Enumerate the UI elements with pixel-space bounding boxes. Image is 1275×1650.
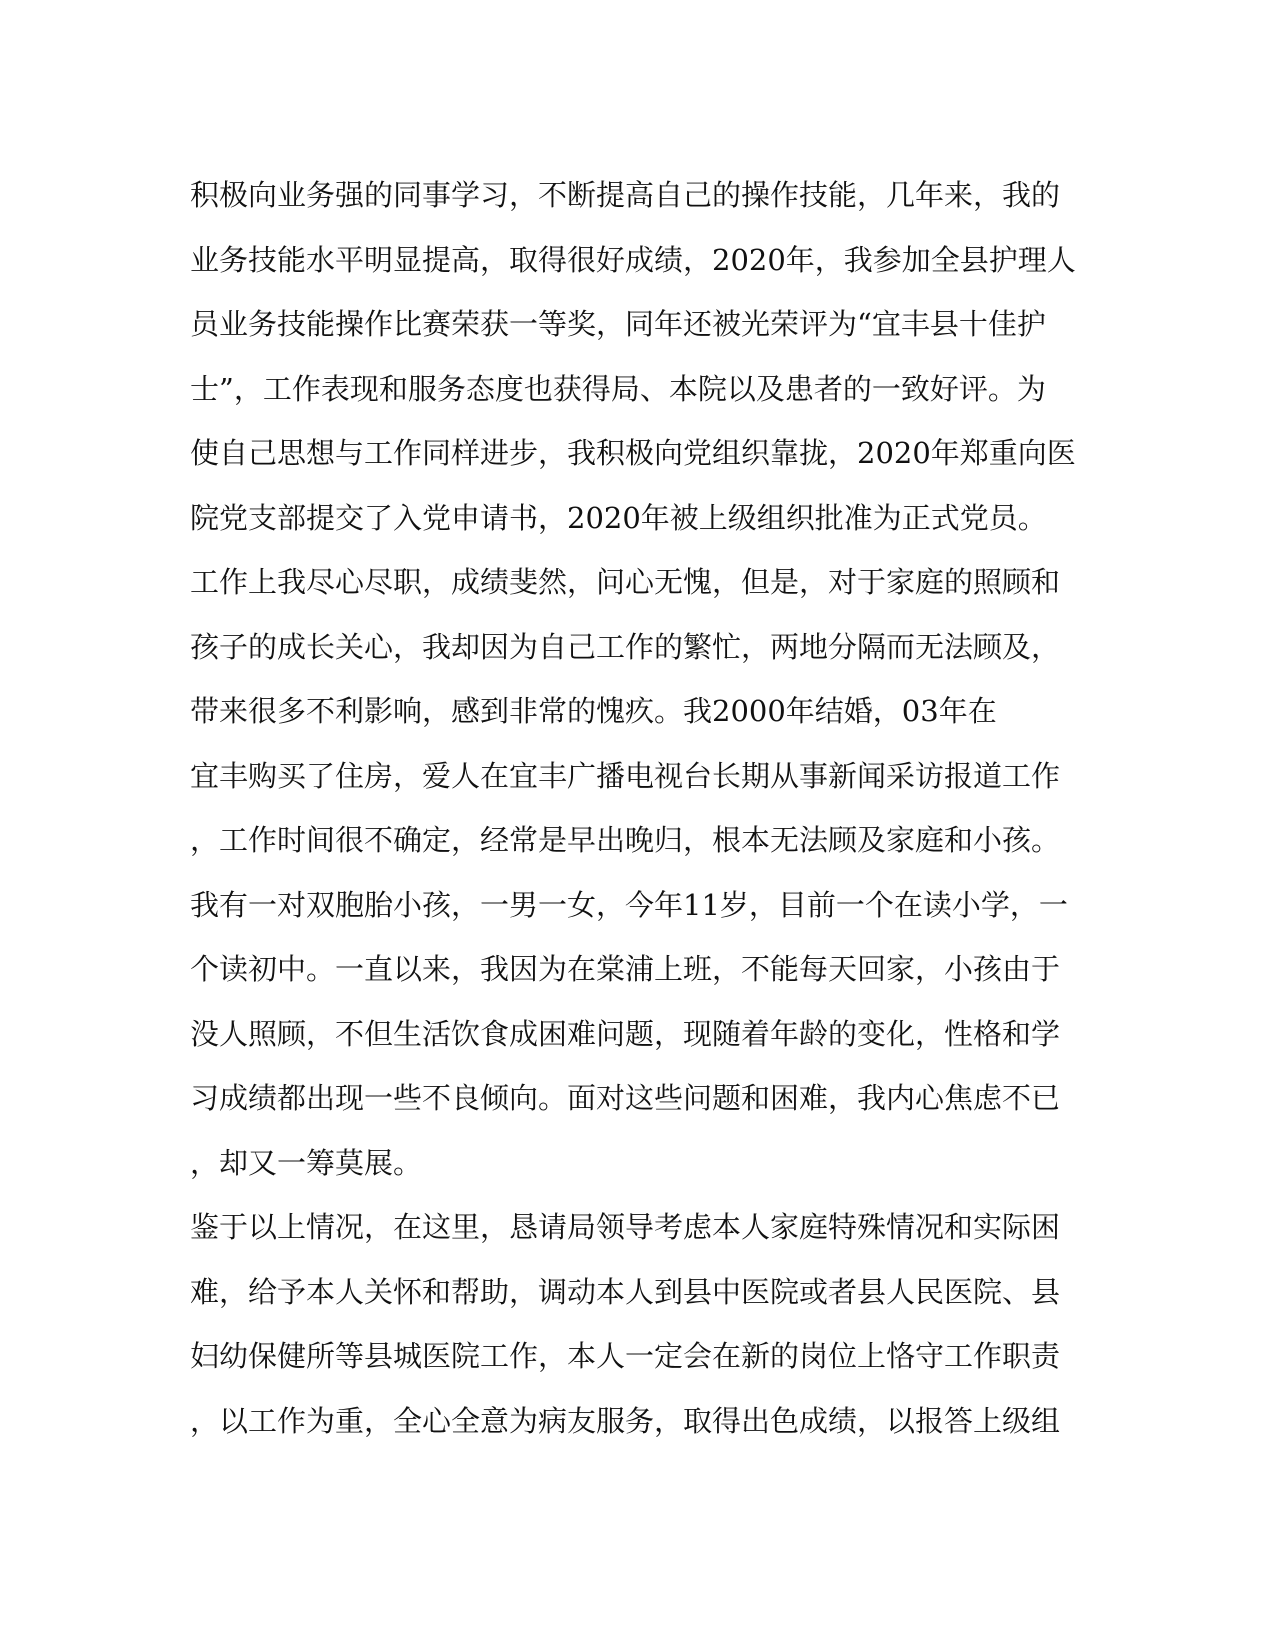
text-line: 鉴于以上情况，在这里，恳请局领导考虑本人家庭特殊情况和实际困 xyxy=(190,1210,1061,1244)
text-line: 员业务技能操作比赛荣获一等奖，同年还被光荣评为“宜丰县十佳护 xyxy=(190,307,1046,341)
text-line: 士”，工作表现和服务态度也获得局、本院以及患者的一致好评。为 xyxy=(190,371,1046,406)
text-line: 我有一对双胞胎小孩，一男一女，今年11岁，目前一个在读小学，一 xyxy=(190,887,1068,922)
text-line: ，工作时间很不确定，经常是早出晚归，根本无法顾及家庭和小孩。 xyxy=(190,823,1061,857)
text-line: 院党支部提交了入党申请书，2020年被上级组织批准为正式党员。 xyxy=(190,500,1047,535)
text-line: 宜丰购买了住房，爱人在宜丰广播电视台长期从事新闻采访报道工作 xyxy=(190,758,1061,793)
text-line: 没人照顾，不但生活饮食成困难问题，现随着年龄的变化，性格和学 xyxy=(190,1016,1061,1051)
text-line: 个读初中。一直以来，我因为在棠浦上班，不能每天回家，小孩由于 xyxy=(190,952,1061,986)
text-line: 使自己思想与工作同样进步，我积极向党组织靠拢，2020年郑重向医 xyxy=(190,436,1076,470)
text-line: ，却又一筹莫展。 xyxy=(190,1145,423,1180)
text-line: 妇幼保健所等县城医院工作，本人一定会在新的岗位上恪守工作职责 xyxy=(190,1339,1061,1373)
text-line: 业务技能水平明显提高，取得很好成绩，2020年，我参加全县护理人 xyxy=(190,242,1076,277)
text-line: 习成绩都出现一些不良倾向。面对这些问题和困难，我内心焦虑不已 xyxy=(190,1081,1061,1115)
body-text xyxy=(190,163,1076,1453)
text-line: 难，给予本人关怀和帮助，调动本人到县中医院或者县人民医院、县 xyxy=(190,1274,1061,1309)
text-line: 带来很多不利影响，感到非常的愧疚。我2000年结婚，03年在 xyxy=(190,694,997,728)
text-line: ，以工作为重，全心全意为病友服务，取得出色成绩，以报答上级组 xyxy=(190,1403,1061,1438)
text-line: 积极向业务强的同事学习，不断提高自己的操作技能，几年来，我的 xyxy=(190,178,1061,212)
text-line: 工作上我尽心尽职，成绩斐然，问心无愧，但是，对于家庭的照顾和 xyxy=(190,565,1061,599)
text-line: 孩子的成长关心，我却因为自己工作的繁忙，两地分隔而无法顾及， xyxy=(190,629,1061,664)
